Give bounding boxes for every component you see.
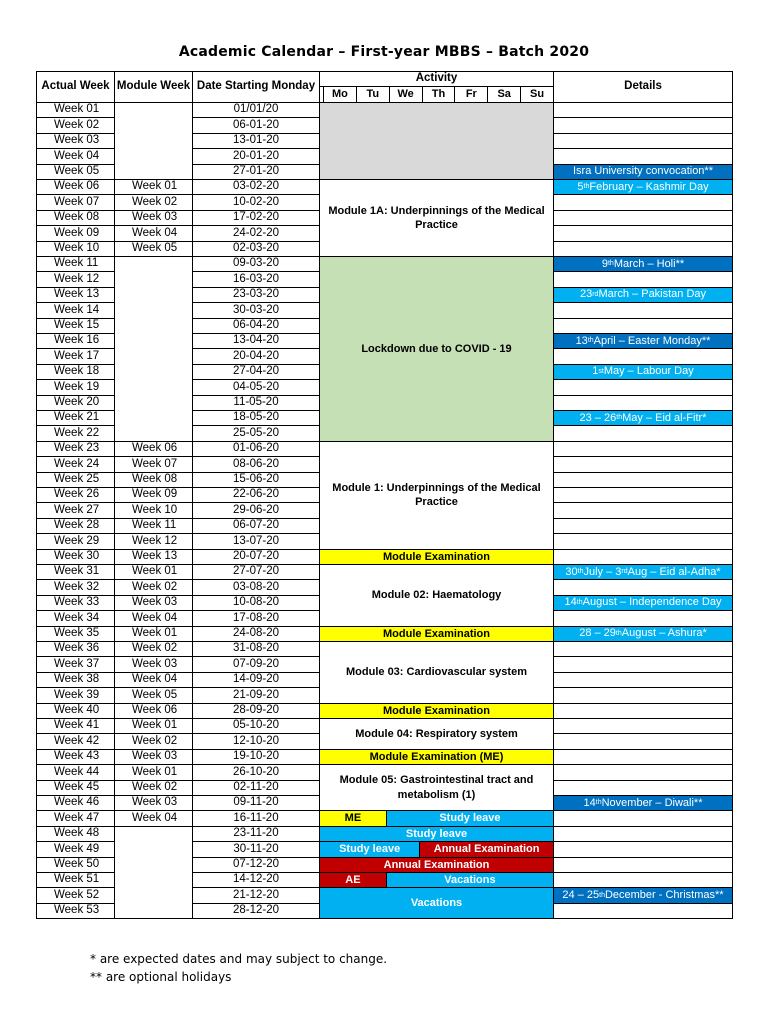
header-day-tu: Tu xyxy=(356,86,390,103)
actual-week-cell: Week 45 xyxy=(36,780,115,796)
detail-text: 1 xyxy=(592,365,599,378)
actual-week-cell: Week 13 xyxy=(36,287,115,303)
actual-week-cell: Week 47 xyxy=(36,810,115,826)
header-day-th: Th xyxy=(422,86,456,103)
detail-text: July – 3 xyxy=(583,565,622,578)
detail-text: 5 xyxy=(577,180,584,193)
details-cell xyxy=(553,302,733,318)
actual-week-cell: Week 07 xyxy=(36,194,115,210)
details-cell xyxy=(553,656,733,672)
details-cell xyxy=(553,780,733,796)
date-cell: 16-11-20 xyxy=(192,810,320,826)
detail-text: 14 xyxy=(583,796,596,809)
holiday-detail: 1 st May – Labour Day xyxy=(553,364,733,380)
actual-week-cell: Week 52 xyxy=(36,887,115,903)
detail-text: 24 – 25 xyxy=(562,889,600,902)
details-cell xyxy=(553,872,733,888)
date-cell: 15-06-20 xyxy=(192,472,320,488)
module-week-cell: Week 11 xyxy=(114,518,193,534)
date-cell: 25-05-20 xyxy=(192,425,320,441)
footnotes xyxy=(90,950,387,986)
details-cell xyxy=(553,764,733,780)
date-cell: 20-04-20 xyxy=(192,348,320,364)
header-day-fr: Fr xyxy=(454,86,488,103)
module-week-cell: Week 04 xyxy=(114,672,193,688)
details-cell xyxy=(553,148,733,164)
actual-week-cell: Week 20 xyxy=(36,395,115,411)
details-cell xyxy=(553,487,733,503)
details-cell xyxy=(553,518,733,534)
module-week-cell: Week 02 xyxy=(114,579,193,595)
header-day-sa: Sa xyxy=(487,86,521,103)
details-cell xyxy=(553,379,733,395)
date-cell: 02-11-20 xyxy=(192,780,320,796)
date-cell: 16-03-20 xyxy=(192,271,320,287)
details-cell xyxy=(553,579,733,595)
details-cell xyxy=(553,718,733,734)
actual-week-cell: Week 23 xyxy=(36,441,115,457)
module-week-cell: Week 03 xyxy=(114,656,193,672)
actual-week-cell: Week 38 xyxy=(36,672,115,688)
date-cell: 06-04-20 xyxy=(192,318,320,334)
details-cell xyxy=(553,210,733,226)
date-cell: 10-08-20 xyxy=(192,595,320,611)
header-module-week: Module Week xyxy=(114,71,193,103)
module-week-cell: Week 07 xyxy=(114,456,193,472)
detail-text: 28 – 29 xyxy=(579,627,616,640)
date-cell: 04-05-20 xyxy=(192,379,320,395)
date-cell: 07-12-20 xyxy=(192,857,320,873)
holiday-detail: 28 – 29 th August – Ashura* xyxy=(553,626,733,642)
holiday-detail: 14 th November – Diwali** xyxy=(553,795,733,811)
date-cell: 28-12-20 xyxy=(192,903,320,919)
actual-week-cell: Week 46 xyxy=(36,795,115,811)
detail-text: 30 xyxy=(565,565,578,578)
actual-week-cell: Week 04 xyxy=(36,148,115,164)
details-cell xyxy=(553,903,733,919)
actual-week-cell: Week 31 xyxy=(36,564,115,580)
date-cell: 21-09-20 xyxy=(192,687,320,703)
details-cell xyxy=(553,841,733,857)
actual-week-cell: Week 32 xyxy=(36,579,115,595)
date-cell: 22-06-20 xyxy=(192,487,320,503)
module-week-blank xyxy=(114,826,193,919)
actual-week-cell: Week 42 xyxy=(36,733,115,749)
date-cell: 12-10-20 xyxy=(192,733,320,749)
module-week-cell: Week 13 xyxy=(114,549,193,565)
detail-text: April – Easter Monday** xyxy=(593,334,711,347)
module-week-cell: Week 02 xyxy=(114,194,193,210)
details-cell xyxy=(553,348,733,364)
holiday-detail: 9 th March – Holi** xyxy=(553,256,733,272)
details-cell xyxy=(553,826,733,842)
activity-block: Module Examination xyxy=(319,703,554,719)
actual-week-cell: Week 15 xyxy=(36,318,115,334)
activity-block xyxy=(319,102,554,180)
activity-block: Study leave xyxy=(319,826,554,842)
module-week-cell: Week 01 xyxy=(114,626,193,642)
details-cell xyxy=(553,610,733,626)
activity-block: Study leave xyxy=(319,841,420,857)
date-cell: 13-07-20 xyxy=(192,533,320,549)
detail-text: 14 xyxy=(564,596,577,609)
details-cell xyxy=(553,749,733,765)
header-details: Details xyxy=(553,71,733,103)
details-cell xyxy=(553,703,733,719)
date-cell: 10-02-20 xyxy=(192,194,320,210)
date-cell: 05-10-20 xyxy=(192,718,320,734)
details-cell xyxy=(553,194,733,210)
date-cell: 17-02-20 xyxy=(192,210,320,226)
module-week-cell: Week 02 xyxy=(114,641,193,657)
details-cell xyxy=(553,533,733,549)
activity-block: Module 04: Respiratory system xyxy=(319,718,554,750)
module-week-blank xyxy=(114,102,193,180)
details-cell xyxy=(553,102,733,118)
module-week-cell: Week 02 xyxy=(114,733,193,749)
module-week-cell: Week 05 xyxy=(114,241,193,257)
detail-text: 23 xyxy=(579,288,593,301)
header-activity: Activity xyxy=(319,71,554,87)
date-cell: 02-03-20 xyxy=(192,241,320,257)
actual-week-cell: Week 40 xyxy=(36,703,115,719)
detail-text: November – Diwali** xyxy=(601,796,703,809)
details-cell xyxy=(553,241,733,257)
holiday-detail: 5 th February – Kashmir Day xyxy=(553,179,733,195)
details-cell xyxy=(553,641,733,657)
date-cell: 01/01/20 xyxy=(192,102,320,118)
detail-text: 9 xyxy=(601,257,608,270)
detail-text: May – Eid al-Fitr* xyxy=(622,411,707,424)
date-cell: 30-03-20 xyxy=(192,302,320,318)
date-cell: 21-12-20 xyxy=(192,887,320,903)
detail-text: 23 – 26 xyxy=(579,411,617,424)
date-cell: 20-07-20 xyxy=(192,549,320,565)
date-cell: 23-11-20 xyxy=(192,826,320,842)
actual-week-cell: Week 37 xyxy=(36,656,115,672)
activity-block: Module Examination xyxy=(319,549,554,565)
date-cell: 03-02-20 xyxy=(192,179,320,195)
actual-week-cell: Week 51 xyxy=(36,872,115,888)
header-day-mo: Mo xyxy=(323,86,357,103)
module-week-cell: Week 03 xyxy=(114,595,193,611)
actual-week-cell: Week 43 xyxy=(36,749,115,765)
actual-week-cell: Week 21 xyxy=(36,410,115,426)
module-week-cell: Week 03 xyxy=(114,210,193,226)
actual-week-cell: Week 05 xyxy=(36,164,115,180)
actual-week-cell: Week 12 xyxy=(36,271,115,287)
date-cell: 31-08-20 xyxy=(192,641,320,657)
detail-text: Isra University convocation** xyxy=(572,165,713,178)
date-cell: 06-07-20 xyxy=(192,518,320,534)
detail-text: August – Independence Day xyxy=(582,596,722,609)
date-cell: 09-11-20 xyxy=(192,795,320,811)
module-week-cell: Week 01 xyxy=(114,764,193,780)
date-cell: 20-01-20 xyxy=(192,148,320,164)
activity-block: Annual Examination xyxy=(319,857,554,873)
actual-week-cell: Week 36 xyxy=(36,641,115,657)
header-day-we: We xyxy=(389,86,423,103)
details-cell xyxy=(553,271,733,287)
holiday-detail: 23 rd March – Pakistan Day xyxy=(553,287,733,303)
date-cell: 07-09-20 xyxy=(192,656,320,672)
module-week-cell: Week 03 xyxy=(114,795,193,811)
details-cell xyxy=(553,687,733,703)
module-week-cell: Week 04 xyxy=(114,810,193,826)
module-week-cell: Week 05 xyxy=(114,687,193,703)
date-cell: 11-05-20 xyxy=(192,395,320,411)
date-cell: 13-01-20 xyxy=(192,133,320,149)
activity-block: AE xyxy=(319,872,387,888)
date-cell: 28-09-20 xyxy=(192,703,320,719)
activity-block: Module 1: Underpinnings of the Medical Practice xyxy=(319,441,554,550)
page-title: Academic Calendar – First-year MBBS – Batch 2020 xyxy=(178,44,590,60)
activity-block: Annual Examination xyxy=(419,841,554,857)
detail-text: December - Christmas** xyxy=(604,889,724,902)
date-cell: 29-06-20 xyxy=(192,502,320,518)
actual-week-cell: Week 25 xyxy=(36,472,115,488)
module-week-blank xyxy=(114,256,193,442)
holiday-detail: 13 th April – Easter Monday** xyxy=(553,333,733,349)
detail-text: March – Pakistan Day xyxy=(598,288,707,301)
details-cell xyxy=(553,472,733,488)
details-cell xyxy=(553,117,733,133)
module-week-cell: Week 12 xyxy=(114,533,193,549)
date-cell: 13-04-20 xyxy=(192,333,320,349)
module-week-cell: Week 08 xyxy=(114,472,193,488)
actual-week-cell: Week 11 xyxy=(36,256,115,272)
date-cell: 23-03-20 xyxy=(192,287,320,303)
module-week-cell: Week 10 xyxy=(114,502,193,518)
details-cell xyxy=(553,857,733,873)
academic-calendar-table xyxy=(36,71,732,921)
module-week-cell: Week 01 xyxy=(114,718,193,734)
date-cell: 09-03-20 xyxy=(192,256,320,272)
date-cell: 26-10-20 xyxy=(192,764,320,780)
actual-week-cell: Week 49 xyxy=(36,841,115,857)
details-cell xyxy=(553,733,733,749)
actual-week-cell: Week 18 xyxy=(36,364,115,380)
actual-week-cell: Week 27 xyxy=(36,502,115,518)
activity-block: Module 03: Cardiovascular system xyxy=(319,641,554,704)
date-cell: 27-07-20 xyxy=(192,564,320,580)
header-day-su: Su xyxy=(520,86,554,103)
module-week-cell: Week 02 xyxy=(114,780,193,796)
date-cell: 24-08-20 xyxy=(192,626,320,642)
module-week-cell: Week 04 xyxy=(114,610,193,626)
actual-week-cell: Week 53 xyxy=(36,903,115,919)
actual-week-cell: Week 03 xyxy=(36,133,115,149)
date-cell: 08-06-20 xyxy=(192,456,320,472)
actual-week-cell: Week 16 xyxy=(36,333,115,349)
module-week-cell: Week 03 xyxy=(114,749,193,765)
holiday-detail: 24 – 25 th December - Christmas** xyxy=(553,887,733,903)
date-cell: 18-05-20 xyxy=(192,410,320,426)
actual-week-cell: Week 44 xyxy=(36,764,115,780)
actual-week-cell: Week 01 xyxy=(36,102,115,118)
actual-week-cell: Week 30 xyxy=(36,549,115,565)
module-week-cell: Week 01 xyxy=(114,179,193,195)
date-cell: 27-01-20 xyxy=(192,164,320,180)
holiday-detail: 23 – 26 th May – Eid al-Fitr* xyxy=(553,410,733,426)
details-cell xyxy=(553,425,733,441)
detail-text: May – Labour Day xyxy=(603,365,694,378)
detail-text: August – Ashura* xyxy=(621,627,707,640)
date-cell: 17-08-20 xyxy=(192,610,320,626)
details-cell xyxy=(553,672,733,688)
actual-week-cell: Week 28 xyxy=(36,518,115,534)
activity-block: Module 02: Haematology xyxy=(319,564,554,627)
details-cell xyxy=(553,225,733,241)
actual-week-cell: Week 06 xyxy=(36,179,115,195)
activity-block: Module 1A: Underpinnings of the Medical Practice xyxy=(319,179,554,257)
actual-week-cell: Week 10 xyxy=(36,241,115,257)
date-cell: 19-10-20 xyxy=(192,749,320,765)
footnote-optional-holidays: ** are optional holidays xyxy=(90,970,232,984)
actual-week-cell: Week 24 xyxy=(36,456,115,472)
module-week-cell: Week 06 xyxy=(114,703,193,719)
details-cell xyxy=(553,395,733,411)
module-week-cell: Week 01 xyxy=(114,564,193,580)
actual-week-cell: Week 26 xyxy=(36,487,115,503)
header-actual-week: Actual Week xyxy=(36,71,115,103)
module-week-cell: Week 04 xyxy=(114,225,193,241)
activity-block: ME xyxy=(319,810,387,826)
activity-block: Study leave xyxy=(386,810,554,826)
date-cell: 01-06-20 xyxy=(192,441,320,457)
actual-week-cell: Week 29 xyxy=(36,533,115,549)
detail-text: Aug – Eid al-Adha* xyxy=(627,565,721,578)
activity-block: Lockdown due to COVID - 19 xyxy=(319,256,554,442)
detail-text: February – Kashmir Day xyxy=(589,180,709,193)
module-week-cell: Week 06 xyxy=(114,441,193,457)
actual-week-cell: Week 48 xyxy=(36,826,115,842)
activity-block: Module 05: Gastrointestinal tract and metabolism (1) xyxy=(319,764,554,811)
actual-week-cell: Week 09 xyxy=(36,225,115,241)
actual-week-cell: Week 33 xyxy=(36,595,115,611)
date-cell: 14-12-20 xyxy=(192,872,320,888)
activity-block: Module Examination (ME) xyxy=(319,749,554,765)
details-cell xyxy=(553,549,733,565)
holiday-detail: 30 th July – 3 rd Aug – Eid al-Adha* xyxy=(553,564,733,580)
actual-week-cell: Week 41 xyxy=(36,718,115,734)
detail-text: March – Holi** xyxy=(613,257,685,270)
actual-week-cell: Week 50 xyxy=(36,857,115,873)
details-cell xyxy=(553,810,733,826)
activity-block: Vacations xyxy=(386,872,554,888)
actual-week-cell: Week 02 xyxy=(36,117,115,133)
actual-week-cell: Week 22 xyxy=(36,425,115,441)
actual-week-cell: Week 19 xyxy=(36,379,115,395)
details-cell xyxy=(553,441,733,457)
actual-week-cell: Week 34 xyxy=(36,610,115,626)
header-date-starting: Date Starting Monday xyxy=(192,71,320,103)
details-cell xyxy=(553,318,733,334)
module-week-cell: Week 09 xyxy=(114,487,193,503)
footnote-expected-dates: * are expected dates and may subject to change. xyxy=(90,952,388,966)
date-cell: 30-11-20 xyxy=(192,841,320,857)
date-cell: 14-09-20 xyxy=(192,672,320,688)
actual-week-cell: Week 39 xyxy=(36,687,115,703)
activity-block: Module Examination xyxy=(319,626,554,642)
detail-text: 13 xyxy=(575,334,588,347)
date-cell: 03-08-20 xyxy=(192,579,320,595)
details-cell xyxy=(553,502,733,518)
date-cell: 24-02-20 xyxy=(192,225,320,241)
activity-block: Vacations xyxy=(319,887,554,919)
holiday-detail xyxy=(553,164,733,180)
actual-week-cell: Week 17 xyxy=(36,348,115,364)
holiday-detail: 14 th August – Independence Day xyxy=(553,595,733,611)
actual-week-cell: Week 08 xyxy=(36,210,115,226)
date-cell: 27-04-20 xyxy=(192,364,320,380)
details-cell xyxy=(553,456,733,472)
details-cell xyxy=(553,133,733,149)
actual-week-cell: Week 14 xyxy=(36,302,115,318)
date-cell: 06-01-20 xyxy=(192,117,320,133)
actual-week-cell: Week 35 xyxy=(36,626,115,642)
